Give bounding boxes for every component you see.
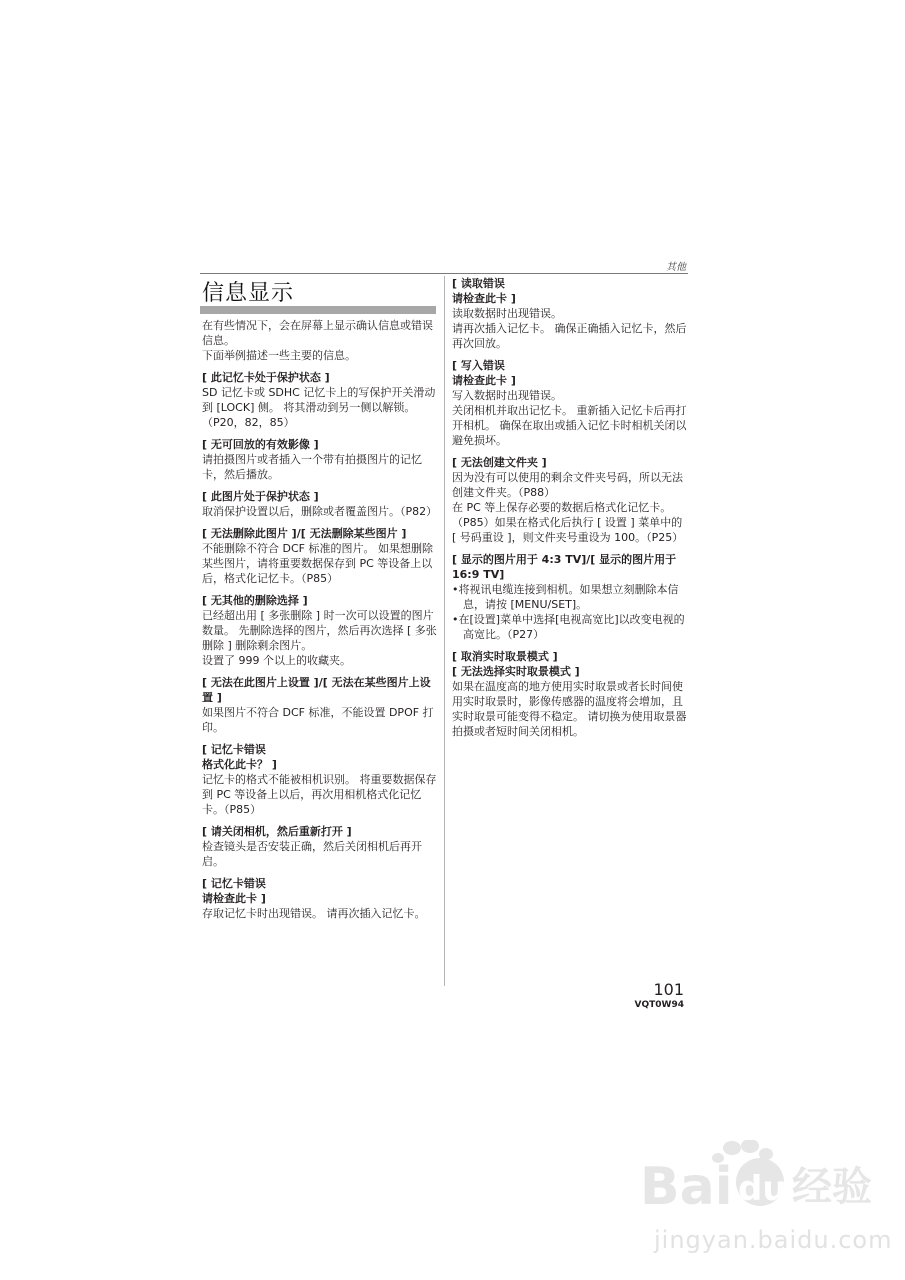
message-heading: 请检查此卡 ] bbox=[452, 374, 516, 387]
message-body: 如果图片不符合 DCF 标准，不能设置 DPOF 打印。 bbox=[202, 706, 434, 734]
message-body: 请拍摄图片或者插入一个带有拍摄图片的记忆卡，然后播放。 bbox=[202, 453, 422, 481]
svg-text:du: du bbox=[738, 1169, 787, 1209]
message-section bbox=[202, 876, 438, 921]
intro bbox=[202, 318, 438, 363]
intro-line: 在有些情况下，会在屏幕上显示确认信息或错误信息。 bbox=[202, 319, 433, 347]
baidu-jingyan-logo bbox=[640, 1140, 890, 1220]
message-heading: [ 记忆卡错误 bbox=[202, 877, 266, 890]
message-body: 取消保护设置以后，删除或者覆盖图片。（P82） bbox=[202, 505, 438, 518]
message-body: 写入数据时出现错误。 bbox=[452, 389, 562, 402]
message-heading: [ 显示的图片用于 4:3 TV]/[ 显示的图片用于 16:9 TV] bbox=[452, 553, 677, 581]
message-body: SD 记忆卡或 SDHC 记忆卡上的写保护开关滑动到 [LOCK] 侧。 将其滑动到另一侧以解锁。（P20，82，85） bbox=[202, 386, 436, 429]
message-heading: [ 取消实时取景模式 ] bbox=[452, 650, 558, 663]
message-heading: [ 此记忆卡处于保护状态 ] bbox=[202, 371, 330, 384]
message-heading: [ 读取错误 bbox=[452, 277, 505, 290]
message-section bbox=[202, 593, 438, 668]
message-body: 在 PC 等上保存必要的数据后格式化记忆卡。（P85）如果在格式化后执行 [ 设置 ] 菜单中的 [ 号码重设 ]，则文件夹号重设为 100。（P25） bbox=[452, 501, 684, 544]
svg-text:经验: 经验 bbox=[792, 1164, 872, 1210]
bullet-item: •在[设置]菜单中选择[电视高宽比]以改变电视的高宽比。（P27） bbox=[452, 613, 685, 641]
message-heading: [ 无法在此图片上设置 ]/[ 无法在某些图片上设置 ] bbox=[202, 676, 431, 704]
message-section bbox=[452, 552, 688, 642]
message-heading: 格式化此卡？ ] bbox=[202, 758, 277, 771]
message-body: 关闭相机并取出记忆卡。 重新插入记忆卡后再打开相机。 确保在取出或插入记忆卡时相机关闭以避免损坏。 bbox=[452, 404, 687, 447]
message-body: 请再次插入记忆卡。 确保正确插入记忆卡，然后再次回放。 bbox=[452, 322, 687, 350]
doc-code: VQT0W94 bbox=[634, 1000, 684, 1010]
watermark-url: jingyan.baidu.com bbox=[654, 1226, 893, 1254]
message-heading: [ 此图片处于保护状态 ] bbox=[202, 490, 319, 503]
message-section bbox=[202, 675, 438, 735]
svg-text:Bai: Bai bbox=[640, 1157, 733, 1217]
section-label: 其他 bbox=[666, 262, 686, 273]
message-heading: [ 记忆卡错误 bbox=[202, 743, 266, 756]
message-body: 已经超出用 [ 多张删除 ] 时一次可以设置的图片数量。 先删除选择的图片，然后再次选择 [ 多张删除 ] 删除剩余图片。 bbox=[202, 609, 437, 652]
message-heading: [ 无其他的删除选择 ] bbox=[202, 594, 308, 607]
message-body: 读取数据时出现错误。 bbox=[452, 307, 562, 320]
message-heading: [ 无法创建文件夹 ] bbox=[452, 456, 547, 469]
page-title: 信息显示 bbox=[202, 281, 295, 306]
page-number: 101 bbox=[653, 980, 684, 999]
message-section bbox=[202, 824, 438, 869]
message-section bbox=[202, 526, 438, 586]
message-heading: 请检查此卡 ] bbox=[202, 892, 266, 905]
message-section bbox=[452, 276, 688, 351]
message-section bbox=[202, 437, 438, 482]
message-section bbox=[202, 370, 438, 430]
message-heading: 请检查此卡 ] bbox=[452, 292, 516, 305]
baidu-watermark bbox=[640, 1140, 893, 1270]
message-heading: [ 无法删除此图片 ]/[ 无法删除某些图片 ] bbox=[202, 527, 407, 540]
bullet-item: •将视讯电缆连接到相机。如果想立刻删除本信息，请按 [MENU/SET]。 bbox=[452, 583, 679, 611]
message-section bbox=[452, 649, 688, 739]
message-section bbox=[452, 455, 688, 545]
right-column bbox=[452, 276, 688, 746]
message-body: 检查镜头是否安装正确，然后关闭相机后再开启。 bbox=[202, 840, 422, 868]
message-section bbox=[202, 742, 438, 817]
title-underline-bar bbox=[200, 306, 436, 314]
intro-line: 下面举例描述一些主要的信息。 bbox=[202, 349, 356, 362]
message-section bbox=[202, 489, 438, 519]
message-body: 存取记忆卡时出现错误。 请再次插入记忆卡。 bbox=[202, 907, 426, 920]
header-rule bbox=[200, 273, 688, 274]
message-section bbox=[452, 358, 688, 448]
column-divider bbox=[444, 276, 445, 986]
message-body: 如果在温度高的地方使用实时取景或者长时间使用实时取景时，影像传感器的温度将会增加，且实时取景可能变得不稳定。 请切换为使用取景器拍摄或者短时间关闭相机。 bbox=[452, 680, 687, 738]
message-heading: [ 请关闭相机，然后重新打开 ] bbox=[202, 825, 352, 838]
message-heading: [ 无法选择实时取景模式 ] bbox=[452, 665, 580, 678]
message-body: 设置了 999 个以上的收藏夹。 bbox=[202, 654, 351, 667]
left-column bbox=[202, 318, 438, 928]
message-heading: [ 写入错误 bbox=[452, 359, 505, 372]
message-body: 不能删除不符合 DCF 标准的图片。 如果想删除某些图片，请将重要数据保存到 PC 等设备上以后，格式化记忆卡。（P85） bbox=[202, 542, 433, 585]
message-body: 因为没有可以使用的剩余文件夹号码，所以无法创建文件夹。（P88） bbox=[452, 471, 683, 499]
message-heading: [ 无可回放的有效影像 ] bbox=[202, 438, 319, 451]
message-body: 记忆卡的格式不能被相机识别。 将重要数据保存到 PC 等设备上以后，再次用相机格式化记忆卡。（P85） bbox=[202, 773, 437, 816]
